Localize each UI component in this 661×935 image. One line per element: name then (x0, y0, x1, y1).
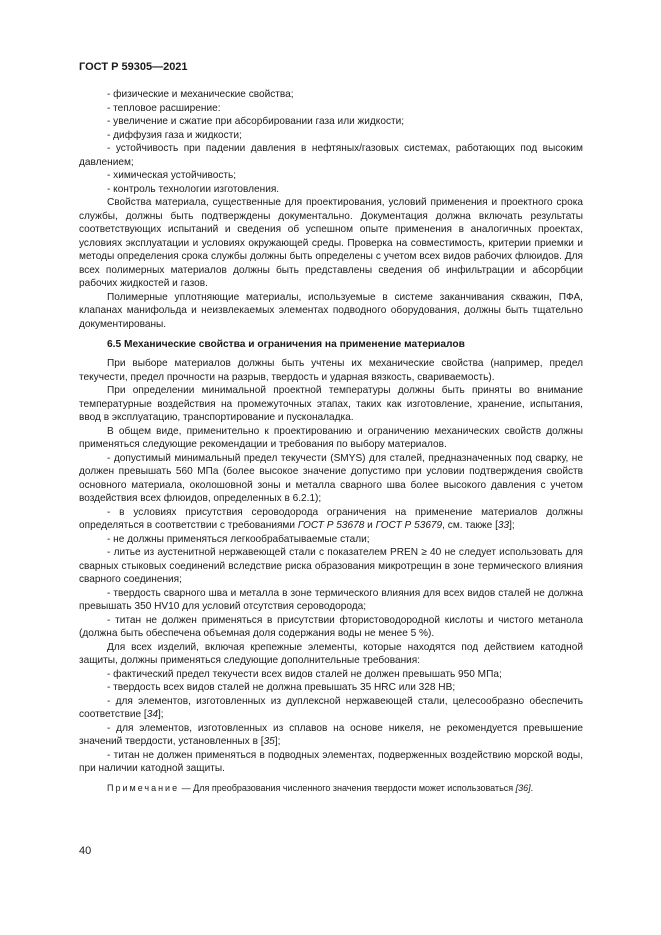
list-item: - диффузия газа и жидкости; (107, 129, 242, 141)
list-item-weld-hardness: - твердость сварного шва и металла в зоне термического влияния для всех видов сталей не должна превышать 350 HV10 для условий отсутствия сероводорода; (79, 587, 583, 612)
paragraph-polymer-seals: Полимерные уплотняющие материалы, используемые в системе заканчивания скважин, ПФА, клапанах манифольда и неизвлекаемых элементах подводного оборудования, должны быть тщательно документированы. (79, 291, 583, 330)
page-body (79, 88, 583, 794)
list-item-smys: - допустимый минимальный предел текучести (SMYS) для сталей, предназначенных под сварку, не должен превышать 560 МПа (более высокое значение допустимо при условии подтверждения свойств основного материала, околошовной зоны и металла сварного шва более высокого давления с учетом воздействия всех флюидов, определенных в 6.2.1); (79, 452, 583, 504)
list-item-duplex: - для элементов, изготовленных из дуплексной нержавеющей стали, целесообразно обеспечить соответствие [34]; (79, 695, 583, 720)
paragraph-selection: При выборе материалов должны быть учтены их механические свойства (например, предел текучести, предел прочности на разрыв, твердость и ударная вязкость, свариваемость). (79, 358, 583, 383)
list-item-free-machining: - не должны применяться легкообрабатываемые стали; (107, 533, 370, 545)
document-header: ГОСТ Р 59305—2021 (79, 61, 188, 73)
paragraph-temperature: При определении минимальной проектной температуры должны быть приняты во внимание температурные воздействия на промежуточных этапах, таких как изготовление, хранение, испытания, ввод в эксплуатацию, транспортирование и пусконаладка. (79, 385, 583, 423)
section-heading: 6.5 Механические свойства и ограничения на применение материалов (107, 339, 465, 350)
list-item: - тепловое расширение: (107, 102, 221, 114)
citation-35: 35 (263, 736, 275, 747)
citation-36: [36] (515, 782, 531, 793)
list-item-hrc: - твердость всех видов сталей не должна превышать 35 HRC или 328 HB; (107, 682, 456, 693)
list-item: - устойчивость при падении давления в нефтяных/газовых системах, работающих под высоким давлением; (79, 143, 583, 168)
list-item: - химическая устойчивость; (107, 170, 237, 181)
standard-ref-53679: ГОСТ Р 53679 (375, 520, 443, 531)
list-item-titanium: - титан не должен применяться в присутствии фтористоводородной кислоты и чистого метанола (должна быть обеспечена объемная доля содержания воды не менее 5 %). (79, 614, 583, 639)
citation-33: 33 (497, 520, 510, 531)
page-number: 40 (79, 845, 92, 857)
paragraph-documentation: Свойства материала, существенные для проектирования, условий применения и проектного срока службы, должны быть подтверждены документально. Документация должна включать результаты соответствующих испытаний и сведения об успешном опыте применения в аналогичных проектах, условиях эксплуатации и условиях окружающей среды. Проверка на совместимость, критерии приемки и методы определения срока службы должны быть определены с учетом всех видов рабочих флюидов. Для всех полимерных материалов должны быть представлены сведения об инфильтрации и абсорбции рабочих жидкостей и газов. (79, 197, 583, 289)
list-item-pren: - литье из аустенитной нержавеющей стали с показателем PREN ≥ 40 не следует использовать для сварных стыковых соединений вследствие риска образования микротрещин в зоне термического влияния сварного соединения; (79, 547, 583, 585)
note: Примечание — Для преобразования численного значения твердости может использоваться [36]. (107, 782, 534, 793)
list-item: - контроль технологии изготовления. (107, 183, 280, 195)
paragraph-cathodic: Для всех изделий, включая крепежные элементы, которые находятся под действием катодной защиты, должны применяться следующие дополнительные требования: (79, 641, 583, 666)
list-item-yield: - фактический предел текучести всех видов сталей не должен превышать 950 МПа; (107, 668, 502, 680)
paragraph-general: В общем виде, применительно к проектированию и ограничению механических свойств должны применяться следующие рекомендации и требования по выбору материалов. (79, 425, 583, 450)
list-item-h2s: - в условиях присутствия сероводорода ограничения на применение материалов должны определяться в соответствии с требованиями ГОСТ Р 53678 и ГОСТ Р 53679, см. также [33]; (79, 506, 583, 531)
citation-34: 34 (146, 709, 158, 720)
list-item-nickel: - для элементов, изготовленных из сплавов на основе никеля, не рекомендуется превышение значений твердости, установленных в [35]; (79, 722, 583, 747)
note-label: Примечание (107, 782, 180, 793)
list-item-titanium-subsea: - титан не должен применяться в подводных элементах, подверженных воздействию морской воды, при наличии катодной защиты. (79, 749, 583, 774)
list-item: - физические и механические свойства; (107, 89, 294, 100)
standard-ref-53678: ГОСТ Р 53678 (297, 520, 365, 531)
list-item: - увеличение и сжатие при абсорбировании газа или жидкости; (107, 116, 405, 127)
